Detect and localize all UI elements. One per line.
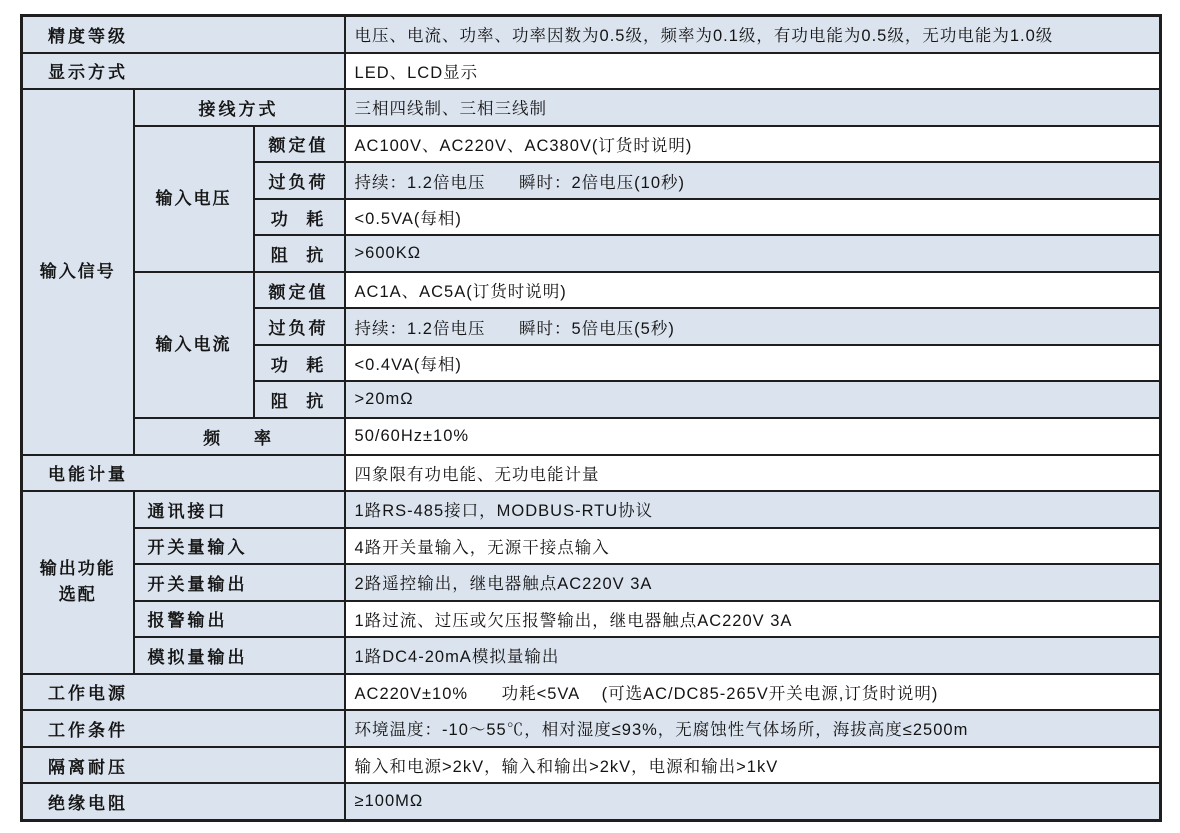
energy-metering-label: 电能计量: [22, 455, 345, 492]
current-rated-label: 额定值: [254, 272, 345, 309]
comm-interface-label: 通讯接口: [134, 491, 345, 528]
wiring-mode-label: 接线方式: [134, 89, 345, 126]
current-consumption-value: <0.4VA(每相): [345, 345, 1161, 382]
output-options-group-label: 输出功能 选配: [22, 491, 134, 674]
current-impedance-label: 阻 抗: [254, 381, 345, 418]
voltage-overload-value: 持续：1.2倍电压 瞬时：2倍电压(10秒): [345, 162, 1161, 199]
spec-table: [20, 14, 1162, 822]
voltage-consumption-label: 功 耗: [254, 199, 345, 236]
digital-input-value: 4路开关量输入，无源干接点输入: [345, 528, 1161, 565]
input-signal-group-label: 输入信号: [22, 89, 134, 454]
frequency-label: 频 率: [134, 418, 345, 455]
voltage-overload-label: 过负荷: [254, 162, 345, 199]
input-current-group-label: 输入电流: [134, 272, 254, 418]
row-isolation-voltage: [22, 747, 1161, 784]
current-rated-value: AC1A、AC5A(订货时说明): [345, 272, 1161, 309]
isolation-voltage-label: 隔离耐压: [22, 747, 345, 784]
current-impedance-value: >20mΩ: [345, 381, 1161, 418]
row-frequency: [22, 418, 1161, 455]
row-working-conditions: [22, 710, 1161, 747]
row-display-mode: [22, 53, 1161, 90]
input-voltage-group-label: 输入电压: [134, 126, 254, 272]
analog-output-label: 模拟量输出: [134, 637, 345, 674]
voltage-rated-label: 额定值: [254, 126, 345, 163]
voltage-impedance-label: 阻 抗: [254, 235, 345, 272]
power-supply-value: AC220V±10% 功耗<5VA (可选AC/DC85-265V开关电源,订货时说明): [345, 674, 1161, 711]
working-conditions-value: 环境温度：-10～55℃，相对湿度≤93%，无腐蚀性气体场所，海拔高度≤2500m: [345, 710, 1161, 747]
insulation-resistance-label: 绝缘电阻: [22, 783, 345, 820]
current-overload-value: 持续：1.2倍电压 瞬时：5倍电压(5秒): [345, 308, 1161, 345]
current-overload-label: 过负荷: [254, 308, 345, 345]
wiring-mode-value: 三相四线制、三相三线制: [345, 89, 1161, 126]
row-voltage-rated: [22, 126, 1161, 163]
accuracy-class-label: 精度等级: [22, 16, 345, 53]
row-wiring-mode: [22, 89, 1161, 126]
current-consumption-label: 功 耗: [254, 345, 345, 382]
alarm-output-value: 1路过流、过压或欠压报警输出，继电器触点AC220V 3A: [345, 601, 1161, 638]
row-digital-output: [22, 564, 1161, 601]
accuracy-class-value: 电压、电流、功率、功率因数为0.5级，频率为0.1级，有功电能为0.5级，无功电能为1.0级: [345, 16, 1161, 53]
row-energy-metering: [22, 455, 1161, 492]
comm-interface-value: 1路RS-485接口，MODBUS-RTU协议: [345, 491, 1161, 528]
power-supply-label: 工作电源: [22, 674, 345, 711]
row-insulation-resistance: [22, 783, 1161, 820]
voltage-consumption-value: <0.5VA(每相): [345, 199, 1161, 236]
display-mode-value: LED、LCD显示: [345, 53, 1161, 90]
alarm-output-label: 报警输出: [134, 601, 345, 638]
energy-metering-value: 四象限有功电能、无功电能计量: [345, 455, 1161, 492]
voltage-impedance-value: >600KΩ: [345, 235, 1161, 272]
row-alarm-output: [22, 601, 1161, 638]
row-comm-interface: [22, 491, 1161, 528]
digital-output-value: 2路遥控输出，继电器触点AC220V 3A: [345, 564, 1161, 601]
working-conditions-label: 工作条件: [22, 710, 345, 747]
voltage-rated-value: AC100V、AC220V、AC380V(订货时说明): [345, 126, 1161, 163]
row-current-rated: [22, 272, 1161, 309]
digital-input-label: 开关量输入: [134, 528, 345, 565]
row-digital-input: [22, 528, 1161, 565]
row-power-supply: [22, 674, 1161, 711]
insulation-resistance-value: ≥100MΩ: [345, 783, 1161, 820]
row-accuracy-class: [22, 16, 1161, 53]
digital-output-label: 开关量输出: [134, 564, 345, 601]
isolation-voltage-value: 输入和电源>2kV，输入和输出>2kV，电源和输出>1kV: [345, 747, 1161, 784]
frequency-value: 50/60Hz±10%: [345, 418, 1161, 455]
row-analog-output: [22, 637, 1161, 674]
display-mode-label: 显示方式: [22, 53, 345, 90]
analog-output-value: 1路DC4-20mA模拟量输出: [345, 637, 1161, 674]
